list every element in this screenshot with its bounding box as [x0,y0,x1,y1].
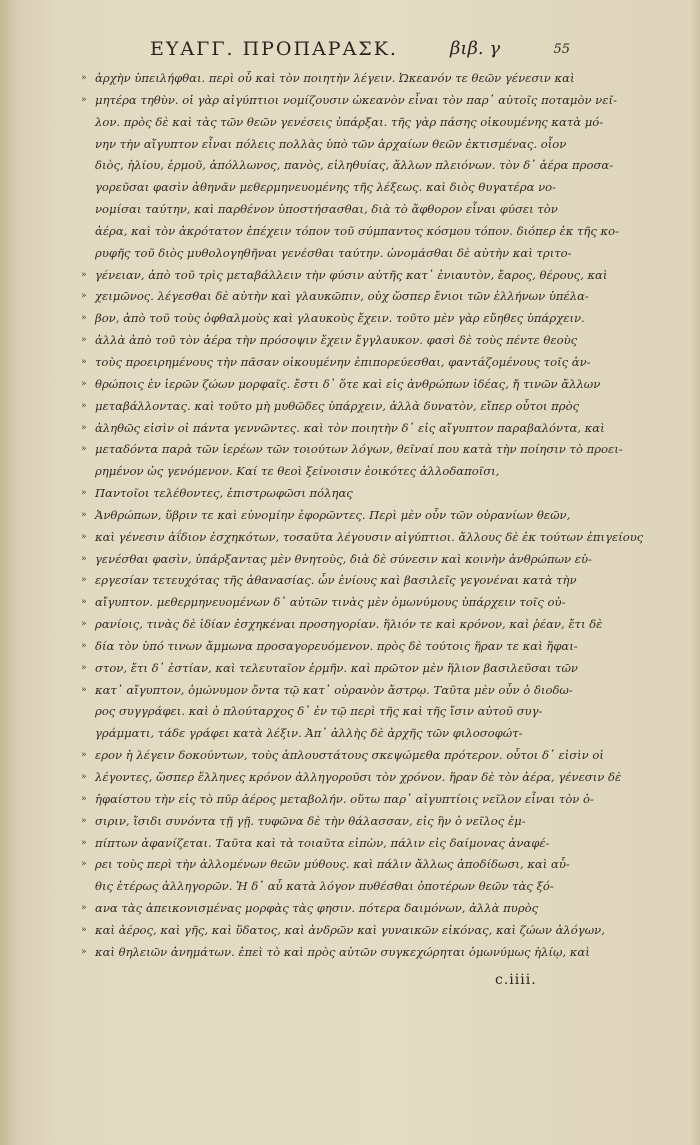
text-line [95,461,565,483]
line-text: θις ἑτέρως ἀλληγορῶν. Ἡ δ᾽ αὖ κατὰ λόγον πυθέσθαι ὁποτέρων θεῶν τὰς ξό- [95,879,554,894]
line-text: ρανίοις, τινὰς δὲ ἰδίαν ἐσχηκέναι προσηγορίαν. ἥλιόν τε καὶ κρόνον, καὶ ῥέαν, ἔτι δὲ [95,617,603,632]
text-line [81,527,644,549]
quotation-mark: » [81,313,87,324]
quotation-mark: » [81,509,87,520]
text-line [95,112,604,134]
quotation-mark: » [81,750,87,761]
text-line [81,811,565,833]
quotation-mark: » [81,335,87,346]
text-line [95,723,565,745]
quotation-mark: » [81,444,87,455]
line-text: ερον ἡ λέγειν δοκούντων, τοὺς ἁπλουστάτους σκεψώμεθα πρότερον. οὗτοι δ᾽ εἰσὶν οἱ [95,748,604,763]
text-line [81,833,565,855]
line-text: καὶ γένεσιν ἀΐδιον ἐσχηκότων, τοσαῦτα λέγουσιν αἰγύπτιοι. ἄλλους δὲ ἐκ τούτων ἐπιγείους [95,529,644,544]
text-line [81,265,608,287]
text-line [81,636,578,658]
line-text: διὸς, ἡλίου, ἑρμοῦ, ἀπόλλωνος, πανὸς, εἰληθυίας, ἄλλων πλειόνων. τὸν δ᾽ ἀέρα προσα- [95,158,614,173]
quotation-mark: » [81,488,87,499]
text-line [81,330,578,352]
quotation-mark: » [81,815,87,826]
text-line [81,418,605,440]
quotation-mark: » [81,859,87,870]
text-line [81,308,585,330]
line-text: ἀληθῶς εἰσὶν οἱ πάντα γεννῶντες. καὶ τὸν ποιητὴν δ᾽ εἰς αἴγυπτον παραβαλόντα, καὶ [95,420,605,435]
quotation-mark: » [81,772,87,782]
text-line [81,352,591,374]
line-text: μητέρα τηθὺν. οἱ γὰρ αἰγύπτιοι νομίζουσιν ὠκεανὸν εἶναι τὸν παρ᾽ αὐτοῖς ποταμὸν νεῖ- [95,92,617,107]
text-line [81,898,565,920]
text-line [95,134,565,156]
line-text: νην τὴν αἴγυπτον εἶναι πόλεις πολλὰς ὑπὸ τῶν ἀρχαίων θεῶν ἐκτισμένας. οἷον [95,136,567,151]
line-text: λον. πρὸς δὲ καὶ τὰς τῶν θεῶν γενέσεις ὑπάρξαι. τῆς γὰρ πάσης οἰκουμένης κατὰ μό- [95,114,604,129]
line-text: Παντοῖοι τελέθοντες, ἐπιστρωφῶσι πόληας [95,486,353,501]
folio-number: 55 [553,42,570,57]
line-text: ἡφαίστου τὴν εἰς τὸ πῦρ ἀέρος μεταβολήν. οὕτω παρ᾽ αἰγυπτίοις νεῖλον εἶναι τὸν ὀ- [95,791,594,806]
line-text: λέγοντες, ὥσπερ ἕλληνες κρόνον ἀλληγοροῦσι τὸν χρόνον. ἥραν δὲ τὸν ἀέρα, γένεσιν δὲ [95,770,622,784]
text-line [81,439,623,461]
signature-mark: c.iiii. [495,972,537,988]
text-line [81,374,601,396]
text-line [81,745,604,767]
line-text: Ἀνθρώπων, ὕβριν τε καὶ εὐνομίην ἐφορῶντες. Περὶ μὲν οὖν τῶν οὐρανίων θεῶν, [95,507,571,522]
line-text: κατ᾽ αἴγυπτον, ὁμώνυμον ὄντα τῷ κατ᾽ οὐρανὸν ἄστρῳ. Ταῦτα μὲν οὖν ὁ διοδω- [95,682,573,697]
line-text: αἴγυπτον. μεθερμηνευομένων δ᾽ αὐτῶν τινὰς μὲν ὁμωνύμους ὑπάρχειν τοῖς οὐ- [95,595,566,610]
quotation-mark: » [81,597,87,608]
line-text: στον, ἔτι δ᾽ ἑστίαν, καὶ τελευταῖον ἑρμῆν. καὶ πρῶτον μὲν ἥλιον βασιλεῦσαι τῶν [95,660,578,675]
line-text: ρει τοὺς περὶ τὴν ἀλλομένων θεῶν μύθους. καὶ πάλιν ἄλλως ἀποδίδωσι, καὶ αὖ- [95,857,570,872]
text-line [81,68,575,90]
quotation-mark: » [81,94,87,105]
text-line [81,570,577,592]
line-text: νομίσαι ταύτην, καὶ παρθένον ὑποστήσασθαι, διὰ τὸ ἄφθορον εἶναι φύσει τὸν [95,202,558,217]
quotation-mark: » [81,837,87,848]
line-text: ἀρχὴν ὑπειλήφθαι. περὶ οὗ καὶ τὸν ποιητὴν λέγειν. Ὠκεανόν τε θεῶν γένεσιν καὶ [95,71,575,85]
text-line [95,701,565,723]
quotation-mark: » [81,291,87,302]
page-header [150,38,570,66]
text-line [81,549,592,571]
line-text: μεταδόντα παρὰ τῶν ἱερέων τῶν τοιούτων λόγων, θεῖναί που κατὰ τὴν ποίησιν τὸ προει- [95,442,623,457]
line-text: ρος συγγράφει. καὶ ὁ πλούταρχος δ᾽ ἐν τῷ περὶ τῆς καὶ τῆς ἴσιν αὐτοῦ συγ- [95,704,543,719]
line-text: ἀλλὰ ἀπὸ τοῦ τὸν ἀέρα τὴν πρόσοψιν ἔχειν ἔγγλαυκον. φασὶ δὲ τοὺς πέντε θεοὺς [95,333,578,348]
line-text: καὶ ἀέρος, καὶ γῆς, καὶ ὕδατος, καὶ ἀνδρῶν καὶ γυναικῶν εἰκόνας, καὶ ζώων ἀλόγων, [95,922,605,937]
text-line [81,942,590,964]
line-text: μεταβάλλοντας. καὶ τοῦτο μὴ μυθῶδες ὑπάρχειν, ἀλλὰ δυνατὸν, εἴπερ οὗτοι πρὸς [95,398,580,413]
quotation-mark: » [81,903,87,914]
quotation-mark: » [81,269,87,280]
quotation-mark: » [81,553,87,564]
text-line [81,505,571,527]
text-line [95,876,565,898]
book-reference: βιβ. γ [450,38,501,59]
line-text: θρώποις ἐν ἱερῶν ζώων μορφαῖς. ἔστι δ᾽ ὅτε καὶ εἰς ἀνθρώπων ἰδέας, ἤ τινῶν ἄλλων [95,376,601,391]
line-text: γενέσθαι φασὶν, ὑπάρξαντας μὲν θνητοὺς, διὰ δὲ σύνεσιν καὶ κοινὴν ἀνθρώπων εὐ- [95,551,592,566]
line-text: καὶ θηλειῶν ἀνημάτων. ἐπεὶ τὸ καὶ πρὸς αὐτῶν συγκεχώρηται ὁμωνύμως ἡλίῳ, καὶ [95,944,590,959]
text-line [81,658,578,680]
text-line [81,90,617,112]
quotation-mark: » [81,793,87,804]
text-line [81,789,594,811]
quotation-mark: » [81,400,87,411]
quotation-mark: » [81,640,87,651]
line-text: ρημένον ὡς γενόμενον. Καί τε θεοὶ ξείνοισιν ἐοικότες ἀλλοδαποῖσι, [95,464,500,479]
line-text: χειμῶνος. λέγεσθαι δὲ αὐτὴν καὶ γλαυκῶπιν, οὐχ ὥσπερ ἔνιοι τῶν ἑλλήνων ὑπέλα- [95,289,589,304]
text-line [81,920,605,942]
line-text: ρυφῆς τοῦ διὸς μυθολογηθῆναι γενέσθαι ταύτην. ὠνομάσθαι δὲ αὐτὴν καὶ τριτο- [95,245,572,260]
line-text: δία τὸν ὑπό τινων ἄμμωνα προσαγορευόμενον. πρὸς δὲ τούτοις ἥραν τε καὶ ἥφαι- [95,638,578,653]
quotation-mark: » [81,946,87,957]
line-text: ἀέρα, καὶ τὸν ἀκρότατον ἐπέχειν τόπον τοῦ σύμπαντος κόσμου τόπον. διόπερ ἐκ τῆς κο- [95,223,620,238]
quotation-mark: » [81,356,87,367]
quotation-mark: » [81,422,87,433]
running-head: ΕΥΑΓΓ. ΠΡΟΠΑΡΑΣΚ. [150,38,398,60]
text-line [81,592,566,614]
line-text: τοὺς προειρημένους τὴν πᾶσαν οἰκουμένην ἐπιπορεύεσθαι, φαντάζομένους τοῖς ἀν- [95,354,591,369]
line-text: γράμματι, τάδε γράφει κατὰ λέξιν. Ἀπ᾽ ἀλλὴς δὲ ἀρχῆς τῶν φιλοσοφώτ- [95,726,523,741]
quotation-mark: » [81,378,87,389]
quotation-mark: » [81,924,87,935]
line-text: γορεῦσαι φασὶν ἀθηνᾶν μεθερμηνευομένης τῆς λέξεως. καὶ διὸς θυγατέρα νο- [95,180,557,195]
text-line [81,396,580,418]
line-text: πίπτων ἀφανίζεται. Ταῦτα καὶ τὰ τοιαῦτα εἰπὼν, πάλιν εἰς δαίμονας ἀναφέ- [95,835,550,850]
quotation-mark: » [81,575,87,586]
text-line [95,243,572,265]
text-line [81,614,603,636]
quotation-mark: » [81,684,87,695]
text-line [81,483,565,505]
quotation-mark: » [81,73,87,83]
body-text [81,68,644,964]
text-line [95,155,614,177]
line-text: ανα τὰς ἀπεικονισμένας μορφὰς τὰς φησιν. πότερα δαιμόνων, ἀλλὰ πυρὸς [95,901,539,916]
text-line [95,221,620,243]
quotation-mark: » [81,531,87,542]
line-text: σιριν, ἴσιδι συνόντα τῇ γῇ. τυφῶνα δὲ τὴν θάλασσαν, εἰς ἣν ὁ νεῖλος ἐμ- [95,813,526,828]
text-line [81,767,622,789]
quotation-mark: » [81,662,87,673]
quotation-mark: » [81,619,87,630]
text-line [81,286,589,308]
text-line [81,680,573,702]
text-line [95,177,565,199]
line-text: γένειαν, ἀπὸ τοῦ τρὶς μεταβάλλειν τὴν φύσιν αὐτῆς κατ᾽ ἐνιαυτὸν, ἔαρος, θέρους, καὶ [95,267,608,282]
line-text: βον, ἀπὸ τοῦ τοὺς ὀφθαλμοὺς καὶ γλαυκοὺς ἔχειν. τοῦτο μὲν γὰρ εὔηθες ὑπάρχειν. [95,311,585,326]
text-line [95,199,565,221]
text-line [81,854,570,876]
line-text: εργεσίαν τετευχότας τῆς ἀθανασίας. ὧν ἐνίους καὶ βασιλεῖς γεγονέναι κατὰ τὴν [95,573,577,588]
